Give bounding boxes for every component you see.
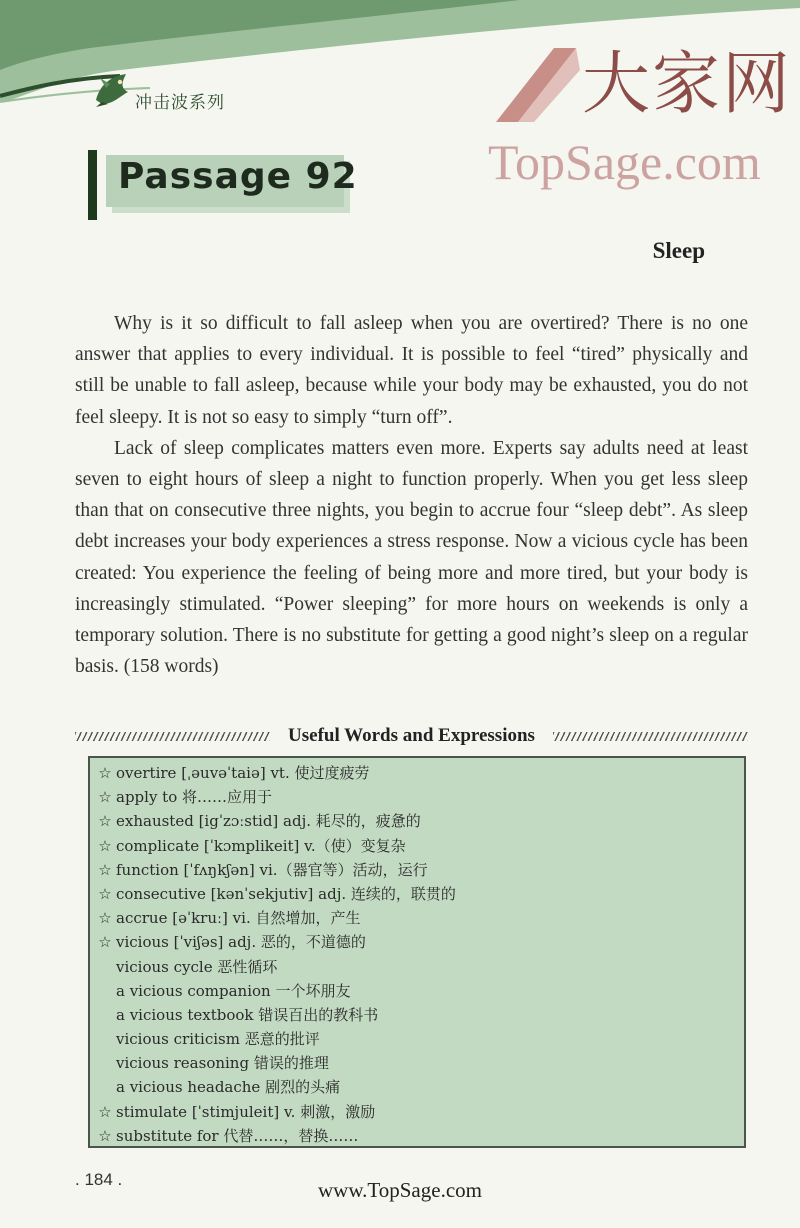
vocab-text: vicious cycle 恶性循环 — [116, 957, 278, 976]
vocab-text: a vicious headache 剧烈的头痛 — [116, 1078, 341, 1097]
paragraph-2: Lack of sleep complicates matters even more. Experts say adults need at least seven to eight hours of sleep a night to function properly. When you get less sleep than that on consecutive three nights, you begin to accrue four “sleep debt”. As sleep debt increases your body experiences a stress response. Now a vicious cycle has been created: You experience the feeling of being more and more tired, but your body is increasingly stimulated. “Power sleeping” for more hours on weekends is only a temporary solution. There is no substitute for getting a good night’s sleep on a regular basis. (158 words) — [75, 437, 748, 678]
vocab-sub-entry — [90, 1051, 744, 1075]
paragraph-1: Why is it so difficult to fall asleep when you are overtired? There is no one answer that applies to every individual. It is possible to feel “tired” physically and still be unable to fall asleep, because while your body may be exhausted, you do not feel sleepy. It is not so easy to simply “turn off”. — [75, 313, 748, 428]
divider-right — [553, 732, 748, 741]
star-icon: ☆ — [98, 860, 112, 879]
passage-accent-bar — [88, 150, 97, 220]
passage-label: Passage 92 — [118, 156, 358, 197]
logo-english-text: TopSage.com — [488, 134, 761, 190]
vocab-text: substitute for 代替……，替换…… — [116, 1126, 359, 1145]
vocab-entry — [90, 906, 744, 930]
vocab-text: stimulate [ˈstimjuleit] v. 刺激，激励 — [116, 1102, 376, 1121]
vocab-sub-entry — [90, 955, 744, 979]
dragon-mascot-icon — [92, 70, 134, 108]
topsage-logo-mark-icon — [490, 42, 582, 128]
star-icon: ☆ — [98, 764, 112, 782]
vocab-text: vicious [ˈviʃəs] adj. 恶的，不道德的 — [116, 933, 366, 952]
vocab-text: apply to 将……应用于 — [116, 788, 273, 807]
useful-words-header — [75, 722, 748, 750]
vocab-entry — [90, 858, 744, 882]
star-icon: ☆ — [98, 933, 112, 952]
vocab-entry — [90, 834, 744, 858]
vocab-text: overtire [ˌəuvəˈtaiə] vt. 使过度疲劳 — [116, 764, 370, 782]
article-title: Sleep — [652, 238, 705, 263]
vocab-text: consecutive [kənˈsekjutiv] adj. 连续的，联贯的 — [116, 884, 456, 903]
vocab-text: accrue [əˈkruː] vi. 自然增加，产生 — [116, 909, 361, 928]
vocab-text: vicious criticism 恶意的批评 — [116, 1030, 320, 1049]
series-label: 冲击波系列 — [135, 93, 225, 113]
article-body — [75, 308, 748, 682]
vocab-sub-entry — [90, 1075, 744, 1099]
vocab-entry — [90, 1100, 744, 1124]
vocab-entry — [90, 882, 744, 906]
star-icon: ☆ — [98, 909, 112, 928]
vocab-entry — [90, 785, 744, 809]
vocab-entry — [90, 930, 744, 954]
logo-chinese-text: 大家网 — [582, 45, 793, 124]
page-number: . 184 . — [75, 1170, 123, 1189]
footer-url: www.TopSage.com — [318, 1178, 482, 1202]
star-icon: ☆ — [98, 1126, 112, 1145]
vocab-sub-entry — [90, 1027, 744, 1051]
vocab-entry — [90, 809, 744, 833]
vocab-entry — [90, 1124, 744, 1148]
vocab-text: a vicious textbook 错误百出的教科书 — [116, 1005, 379, 1024]
star-icon: ☆ — [98, 788, 112, 807]
vocab-text: a vicious companion 一个坏朋友 — [116, 981, 351, 1000]
divider-left — [75, 732, 270, 741]
vocab-text: vicious reasoning 错误的推理 — [116, 1054, 329, 1073]
vocabulary-box — [88, 756, 746, 1148]
vocab-text: exhausted [igˈzɔːstid] adj. 耗尽的，疲惫的 — [116, 812, 421, 831]
vocab-entry — [90, 761, 744, 785]
star-icon: ☆ — [98, 884, 112, 903]
vocab-text: function [ˈfʌŋkʃən] vi.（器官等）活动，运行 — [116, 860, 428, 879]
star-icon: ☆ — [98, 836, 112, 855]
star-icon: ☆ — [98, 1102, 112, 1121]
vocab-sub-entry — [90, 1003, 744, 1027]
vocab-text: complicate [ˈkɔmplikeit] v.（使）变复杂 — [116, 836, 406, 855]
star-icon: ☆ — [98, 812, 112, 831]
useful-words-heading: Useful Words and Expressions — [288, 725, 535, 746]
vocab-sub-entry — [90, 979, 744, 1003]
